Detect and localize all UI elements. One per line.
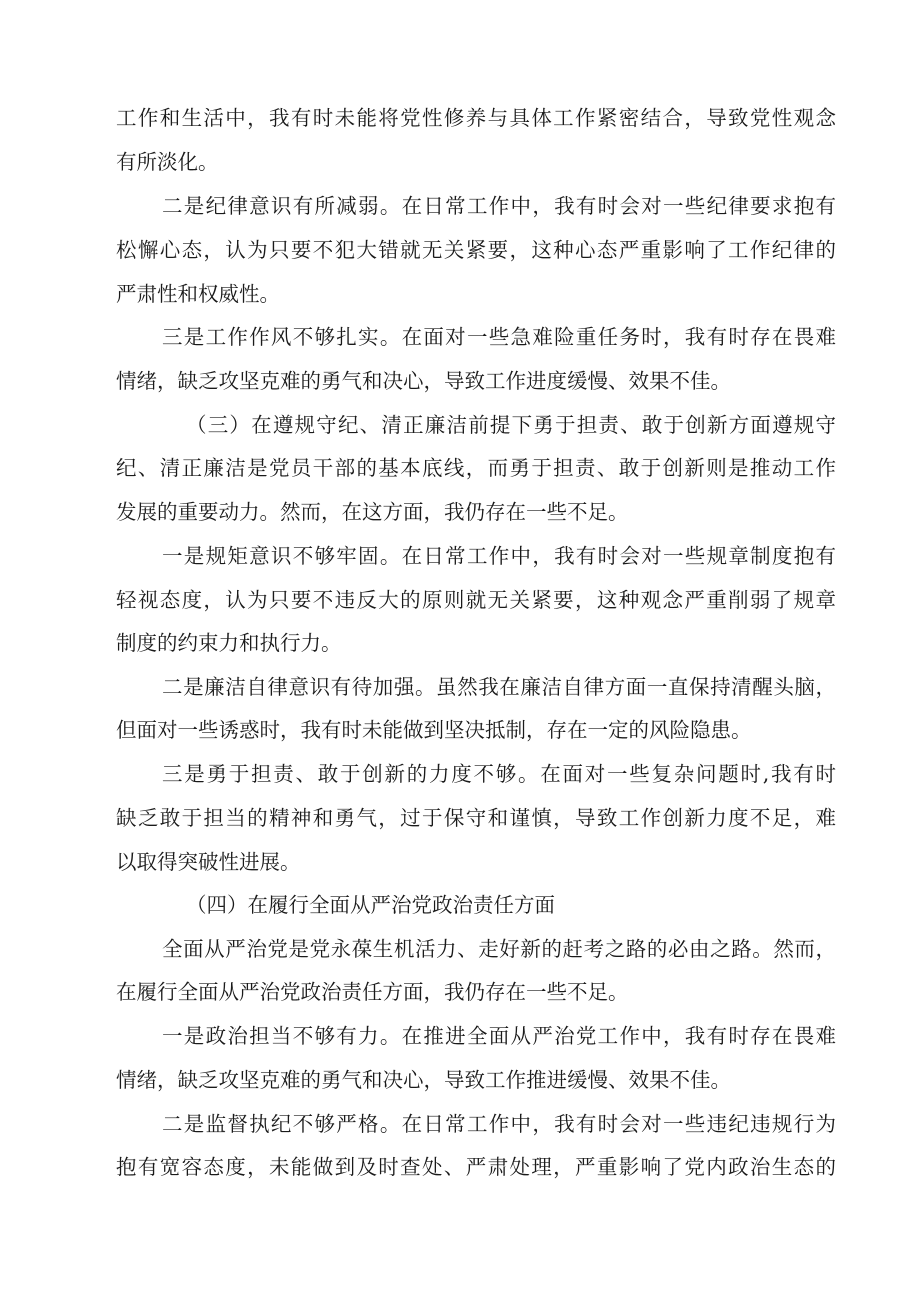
paragraph-start: 全面从严治党是党永葆生机活力、走好新的赶考之路的必由之路。然而， bbox=[162, 937, 836, 961]
text-line: 在履行全面从严治党政治责任方面，我仍存在一些不足。 bbox=[116, 980, 629, 1004]
paragraph-start: 二是监督执纪不够严格。在日常工作中，我有时会对一些违纪违规行为 bbox=[162, 1112, 836, 1136]
text-line: 严肃性和权威性。 bbox=[116, 282, 280, 306]
text-line: 但面对一些诱惑时，我有时未能做到坚决抵制，存在一定的风险隐患。 bbox=[116, 718, 752, 742]
paragraph-start: 二是廉洁自律意识有待加强。虽然我在廉洁自律方面一直保持清醒头脑， bbox=[162, 675, 836, 699]
paragraph-start: 一是规矩意识不够牢固。在日常工作中，我有时会对一些规章制度抱有 bbox=[162, 544, 836, 568]
text-line: 情绪，缺乏攻坚克难的勇气和决心，导致工作推进缓慢、效果不佳。 bbox=[116, 1068, 731, 1092]
text-line: 松懈心态，认为只要不犯大错就无关紧要，这种心态严重影响了工作纪律的 bbox=[116, 238, 836, 262]
text-line: 发展的重要动力。然而，在这方面，我仍存在一些不足。 bbox=[116, 500, 629, 524]
paragraph-start: 三是勇于担责、敢于创新的力度不够。在面对一些复杂问题时,我有时 bbox=[162, 762, 836, 786]
text-line: 有所淡化。 bbox=[116, 150, 219, 174]
paragraph-start: 三是工作作风不够扎实。在面对一些急难险重任务时，我有时存在畏难 bbox=[162, 325, 836, 349]
section-heading: （三）在遵规守纪、清正廉洁前提下勇于担责、敢于创新方面遵规守 bbox=[186, 413, 836, 437]
text-line: 缺乏敢于担当的精神和勇气，过于保守和谨慎，导致工作创新力度不足，难 bbox=[116, 806, 836, 830]
text-line: 纪、清正廉洁是党员干部的基本底线，而勇于担责、敢于创新则是推动工作 bbox=[116, 456, 836, 480]
text-line: 以取得突破性进展。 bbox=[116, 850, 301, 874]
text-line: 工作和生活中，我有时未能将党性修养与具体工作紧密结合，导致党性观念 bbox=[116, 106, 836, 130]
text-line: 抱有宽容态度，未能做到及时查处、严肃处理，严重影响了党内政治生态的 bbox=[116, 1155, 836, 1179]
paragraph-start: 二是纪律意识有所减弱。在日常工作中，我有时会对一些纪律要求抱有 bbox=[162, 194, 836, 218]
text-line: 情绪，缺乏攻坚克难的勇气和决心，导致工作进度缓慢、效果不佳。 bbox=[116, 369, 731, 393]
text-line: 制度的约束力和执行力。 bbox=[116, 631, 342, 655]
text-line: 轻视态度，认为只要不违反大的原则就无关紧要，这种观念严重削弱了规章 bbox=[116, 588, 836, 612]
section-heading: （四）在履行全面从严治党政治责任方面 bbox=[186, 893, 555, 917]
paragraph-start: 一是政治担当不够有力。在推进全面从严治党工作中，我有时存在畏难 bbox=[162, 1024, 836, 1048]
